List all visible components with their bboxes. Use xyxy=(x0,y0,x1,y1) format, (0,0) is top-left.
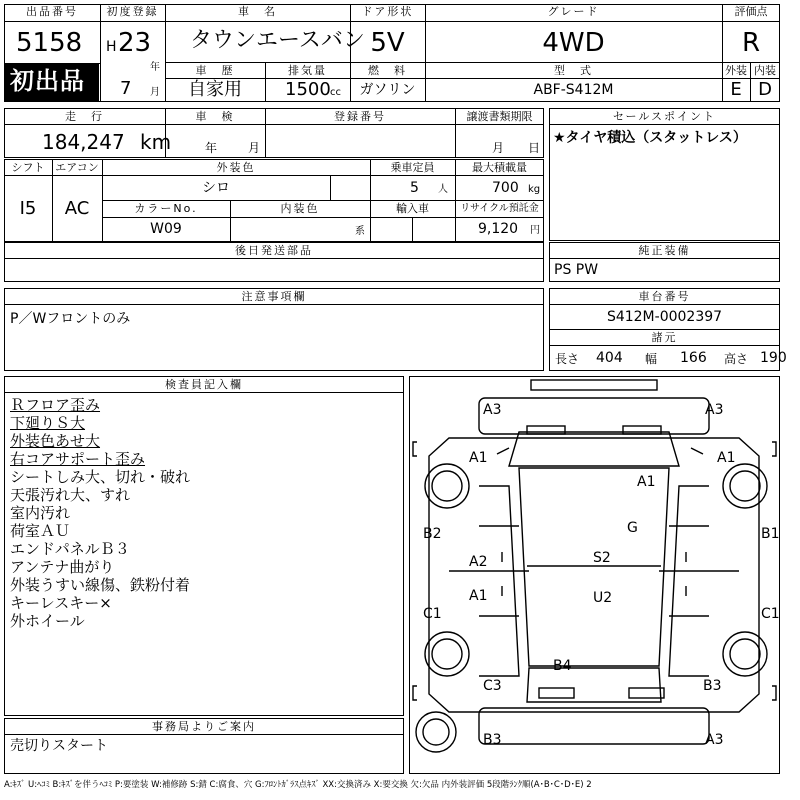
damage-mark-a2: A2 xyxy=(469,554,488,570)
seats-unit: 人 xyxy=(438,184,448,195)
reg-label: 初度登録 xyxy=(106,5,159,18)
int-score: D xyxy=(758,79,772,100)
shift-label: シフト xyxy=(11,161,45,174)
damage-mark-c3: C3 xyxy=(483,678,502,694)
damage-mark-a1: A1 xyxy=(469,450,488,466)
lot-no-label: 出品番号 xyxy=(26,5,78,18)
name-label: 車 名 xyxy=(238,5,277,18)
score: R xyxy=(741,28,761,58)
int-color-label: 内装色 xyxy=(280,202,320,215)
damage-mark-b4: B4 xyxy=(553,658,572,674)
sales-point-block xyxy=(549,108,780,241)
load-unit: kg xyxy=(528,184,541,195)
disp-label: 排気量 xyxy=(288,64,327,77)
grade: 4WD xyxy=(542,28,605,58)
office-label: 事務局よりご案内 xyxy=(152,720,256,733)
reg-year: 23 xyxy=(118,28,152,58)
reg-month: 7 xyxy=(120,78,132,99)
int-color-unit: 系 xyxy=(355,226,365,237)
damage-mark-b2: B2 xyxy=(423,526,442,542)
car-diagram-svg xyxy=(409,376,780,774)
rear-glass-strip xyxy=(539,688,574,698)
spare-wheel xyxy=(416,712,456,752)
damage-mark-a1: A1 xyxy=(717,450,736,466)
damage-mark-s2: S2 xyxy=(593,550,611,566)
ext-label: 外装 xyxy=(725,64,747,77)
grade-label: グレード xyxy=(547,5,600,18)
insp-month-unit: 月 xyxy=(248,141,261,155)
rear-glass-strip xyxy=(629,688,664,698)
mileage-label: 走 行 xyxy=(65,110,104,123)
model-label: 型 式 xyxy=(554,64,593,77)
history-label: 車 歴 xyxy=(195,64,235,77)
equipment: PS PW xyxy=(554,262,599,278)
mileage: 184,247 xyxy=(42,130,125,154)
chassis-label: 車台番号 xyxy=(638,290,691,303)
inspector-line: アンテナ曲がり xyxy=(10,558,115,576)
windshield xyxy=(509,432,679,466)
damage-mark-a1: A1 xyxy=(637,474,656,490)
front-glass-strip xyxy=(527,426,565,434)
rear-bumper xyxy=(479,708,709,744)
front-glass-strip xyxy=(623,426,661,434)
left-side-panel xyxy=(479,486,519,676)
model-code: ABF-S412M xyxy=(533,82,614,98)
first-listing-text: 初出品 xyxy=(10,67,85,95)
office-text: 売切りスタート xyxy=(10,738,108,754)
inspector-label: 検査員記入欄 xyxy=(165,378,243,391)
right-side-panel xyxy=(669,486,709,676)
ac: AC xyxy=(64,198,90,219)
inspector-line: 外装色あせ大 xyxy=(10,432,101,450)
dims-label: 諸元 xyxy=(651,331,678,344)
month-unit: 月 xyxy=(150,87,160,98)
color: シロ xyxy=(202,180,230,196)
inspector-notes xyxy=(10,396,400,630)
mileage-unit: km xyxy=(140,130,172,154)
damage-mark-g: G xyxy=(627,520,638,536)
inspection-label: 車 検 xyxy=(195,110,235,123)
roof-antenna-bar xyxy=(531,380,657,390)
inspector-line: 下廻りＳ大 xyxy=(10,414,86,432)
seats: 5 xyxy=(410,180,419,196)
door-type: 5V xyxy=(370,28,405,58)
inspector-line: キーレスキー× xyxy=(10,594,112,612)
sales-label: セールスポイント xyxy=(612,110,716,123)
damage-mark-a3: A3 xyxy=(483,402,502,418)
transfer-day-unit: 日 xyxy=(528,141,541,155)
displacement: 1500 xyxy=(285,79,331,100)
fuel: ガソリン xyxy=(359,82,416,98)
damage-mark-b3: B3 xyxy=(703,678,722,694)
damage-mark-b3: B3 xyxy=(483,732,502,748)
roof-panel xyxy=(519,468,669,666)
plate-label: 登録番号 xyxy=(334,110,386,123)
color-no: W09 xyxy=(150,221,182,237)
height: 190 xyxy=(760,350,787,366)
legend: A:ｷｽﾞ U:ﾍｺﾐ B:ｷｽﾞを伴うﾍｺﾐ P:要塗装 W:補修跡 S:錆 C:腐食、穴 G:ﾌﾛﾝﾄｶﾞﾗｽ点ｷｽﾞ XX:交換済み X:要交換 欠:欠品 内外装評価 5段階ﾗﾝｸ順(A･B･C･D･E) 2 xyxy=(4,780,592,790)
inspector-line: 室内汚れ xyxy=(10,504,71,522)
transfer-label: 譲渡書類期限 xyxy=(466,110,533,123)
chassis-number: S412M-0002397 xyxy=(606,309,723,325)
damage-mark-u2: U2 xyxy=(593,590,613,606)
notes-label: 注意事項欄 xyxy=(241,290,307,303)
later-parts-label: 後日発送部品 xyxy=(235,244,313,257)
wid-label: 幅 xyxy=(645,352,658,366)
ext-score: E xyxy=(730,79,742,100)
recycle-label: リサイクル預託金 xyxy=(460,203,539,214)
color-label: 外装色 xyxy=(216,161,256,174)
damage-mark-c1: C1 xyxy=(761,606,780,622)
inspector-line: 荷室ＡＵ xyxy=(10,522,71,540)
body-outline xyxy=(429,438,759,712)
door-label: ドア形状 xyxy=(361,5,414,18)
int-label: 内装 xyxy=(754,64,776,77)
sales-point: ★タイヤ積込（スタットレス） xyxy=(553,130,747,146)
history: 自家用 xyxy=(188,79,242,100)
damage-mark-c1: C1 xyxy=(423,606,442,622)
notes-text: P／Wフロントのみ xyxy=(10,311,131,327)
hgt-label: 高さ xyxy=(724,352,749,366)
rear-hatch xyxy=(527,668,661,702)
era: H xyxy=(106,39,117,55)
shift: I5 xyxy=(19,198,37,219)
year-unit: 年 xyxy=(150,62,160,73)
damage-mark-a3: A3 xyxy=(705,732,724,748)
car-name: タウンエースバン xyxy=(190,28,365,53)
inspector-line: 右コアサポート歪み xyxy=(10,450,146,468)
transfer-month-unit: 月 xyxy=(492,141,505,155)
length: 404 xyxy=(596,350,623,366)
insp-year-unit: 年 xyxy=(205,141,218,155)
front-bumper xyxy=(479,398,709,434)
len-label: 長さ xyxy=(555,352,580,366)
seats-label: 乗車定員 xyxy=(390,161,435,174)
equipment-label: 純正装備 xyxy=(638,244,691,257)
import-label: 輸入車 xyxy=(396,202,429,215)
width: 166 xyxy=(680,350,707,366)
inspector-line: エンドパネルＢ３ xyxy=(10,540,130,558)
ac-label: エアコン xyxy=(55,161,99,174)
recycle-unit: 円 xyxy=(530,225,540,236)
score-label: 評価点 xyxy=(734,5,768,18)
inspector-line: 外装うすい線傷、鉄粉付着 xyxy=(10,576,191,594)
recycle: 9,120 xyxy=(478,221,519,237)
inspector-line: Ｒフロア歪み xyxy=(10,396,101,414)
color-no-label: カラーNo. xyxy=(134,202,198,215)
load: 700 xyxy=(492,180,519,196)
load-label: 最大積載量 xyxy=(472,161,527,174)
lot-no: 5158 xyxy=(16,28,83,58)
damage-mark-a3: A3 xyxy=(705,402,724,418)
inspector-line: シートしみ大、切れ・破れ xyxy=(10,468,191,486)
inspector-line: 天張汚れ大、すれ xyxy=(10,486,131,504)
fuel-label: 燃 料 xyxy=(368,64,407,77)
disp-unit: cc xyxy=(330,87,341,98)
damage-mark-b1: B1 xyxy=(761,526,780,542)
inspector-line: 外ホイール xyxy=(10,612,85,630)
damage-mark-a1: A1 xyxy=(469,588,488,604)
